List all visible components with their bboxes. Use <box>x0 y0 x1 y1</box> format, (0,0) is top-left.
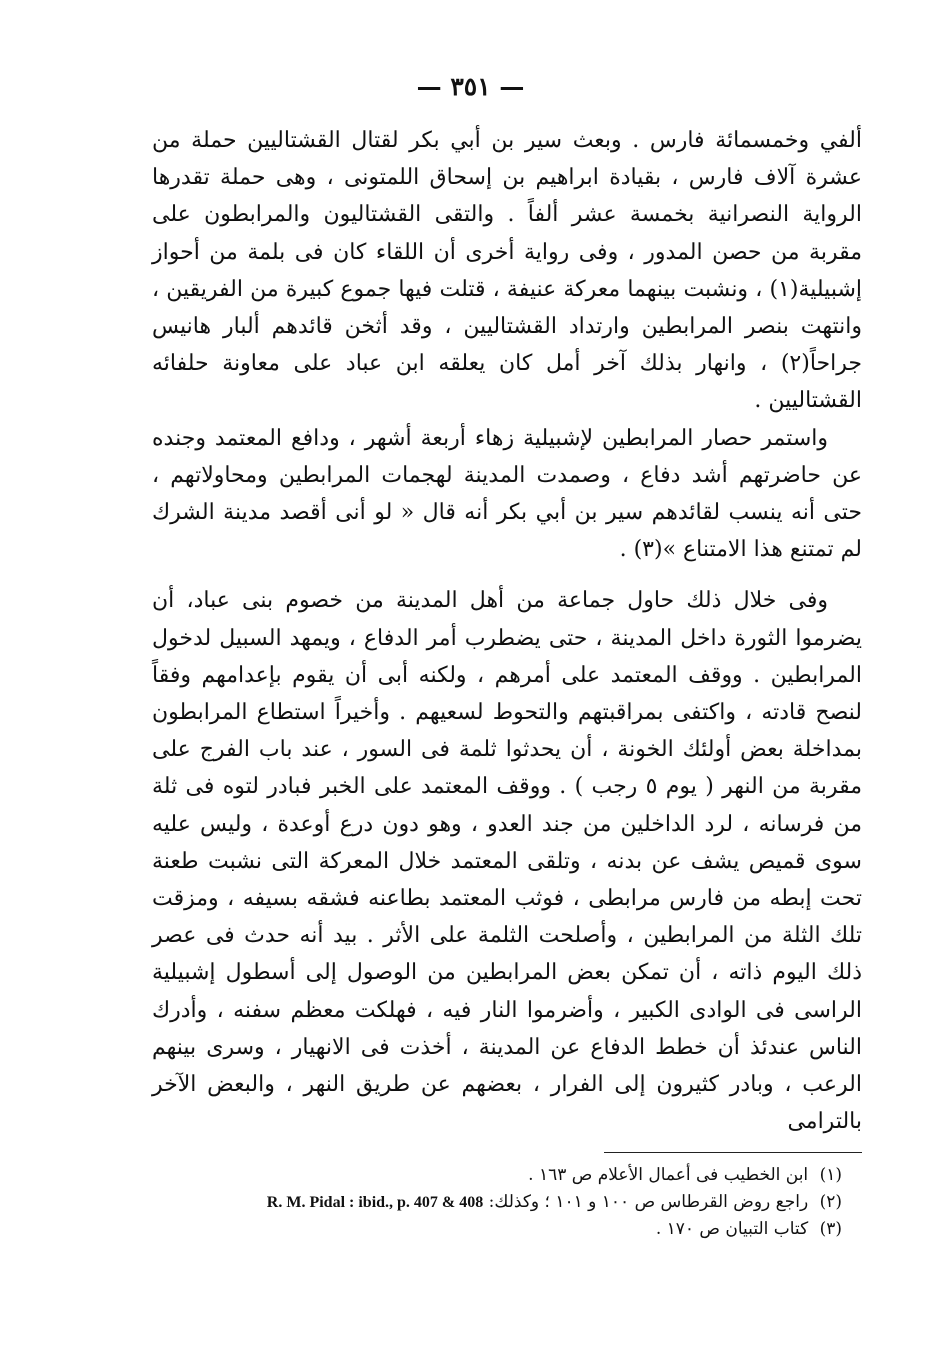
page-number: — ٣٥١ — <box>416 72 525 101</box>
footnotes <box>152 1162 842 1243</box>
footnote-text: كتاب التبيان ص ١٧٠ . <box>655 1219 809 1239</box>
footnote <box>152 1216 842 1243</box>
paragraph: وفى خلال ذلك حاول جماعة من أهل المدينة من خصوم بنى عباد، أن يضرموا الثورة داخل المدينة ، حتى يضطرب أمر الدفاع ، ويمهد السبيل لدخول المرابطين . ووقف المعتمد على أمرهم ، ولكنه أبى أن يقوم بإعدامهم وفقاً لنصح قادته ، واكتفى بمراقبتهم والتحوط لسعيهم . وأخيراً استطاع المرابطون بمداخلة بعض أولئك الخونة ، أن يحدثوا ثلمة فى السور ، عند باب الفرج على مقربة من النهر ( يوم ٥ رجب ) . ووقف المعتمد على الخبر فبادر لتوه فى ثلة من فرسانه ، لرد الداخلين من جند العدو ، وهو دون درع أوعدة ، وليس عليه سوى قميص يشف عن بدنه ، وتلقى المعتمد خلال المعركة التى نشبت طعنة تحت إبطه من فارس مرابطى ، فوثب المعتمد بطاعنه فشقه بسيفه ، ومزقت تلك الثلة من المرابطين ، وأصلحت الثلمة على الأثر . بيد أنه حدث فى عصر ذلك اليوم ذاته ، أن تمكن بعض المرابطين من الوصول إلى أسطول إشبيلية الراسى فى الوادى الكبير ، وأضرموا النار فيه ، فهلكت معظم سفنه ، وأدرك الناس عندئذ أن خطط الدفاع عن المدينة ، أخذت فى الانهيار ، وسرى بينهم الرعب ، وبادر كثيرون إلى الفرار ، بعضهم عن طريق النهر ، والبعض الآخر بالترامى <box>152 588 862 1135</box>
footnote-text: راجع روض القرطاس ص ١٠٠ و ١٠١ ؛ وكذلك: <box>488 1192 809 1212</box>
footnote-text: ابن الخطيب فى أعمال الأعلام ص ١٦٣ . <box>528 1165 809 1185</box>
footnote-number: (٣) <box>819 1219 842 1239</box>
footnote-number: (٢) <box>819 1192 842 1212</box>
footnote <box>152 1189 842 1216</box>
paragraph: واستمر حصار المرابطين لإشبيلية زهاء أربعة أشهر ، ودافع المعتمد وجنده عن حاضرتهم أشد دفاع ، وصمدت المدينة لهجمات المرابطين ومحاولاتهم ، حتى أنه ينسب لقائدهم سير بن أبي بكر أنه قال « لو أنى أقصد مدينة الشرك لم تمتنع هذا الامتناع »(٣) . <box>152 425 862 563</box>
body-text <box>152 122 862 1140</box>
footnote <box>152 1162 842 1189</box>
footnote-divider <box>604 1152 862 1153</box>
paragraph: ألفي وخمسمائة فارس . وبعث سير بن أبي بكر لقتال القشتاليين حملة من عشرة آلاف فارس ، بقيادة ابراهيم بن إسحاق اللمتونى ، وهى حملة تقدرها الرواية النصرانية بخمسة عشر ألفاً . والتقى القشتاليون والمرابطون على مقربة من حصن المدور ، وفى رواية أخرى أن اللقاء كان فى بلمة من أحواز إشبيلية(١) ، ونشبت بينهما معركة عنيفة ، قتلت فيها جموع كبيرة من الفريقين ، وانتهت بنصر المرابطين وارتداد القشتاليين ، وقد أثخن قائدهم ألبار هانيس جراحاً(٢) ، وانهار بذلك آخر أمل كان يعلقه ابن عباد على معاونة حلفائه القشتاليين . <box>152 128 862 414</box>
footnote-reference: R. M. Pidal : ibid., p. 407 & 408 <box>266 1194 484 1211</box>
footnote-number: (١) <box>819 1165 842 1185</box>
